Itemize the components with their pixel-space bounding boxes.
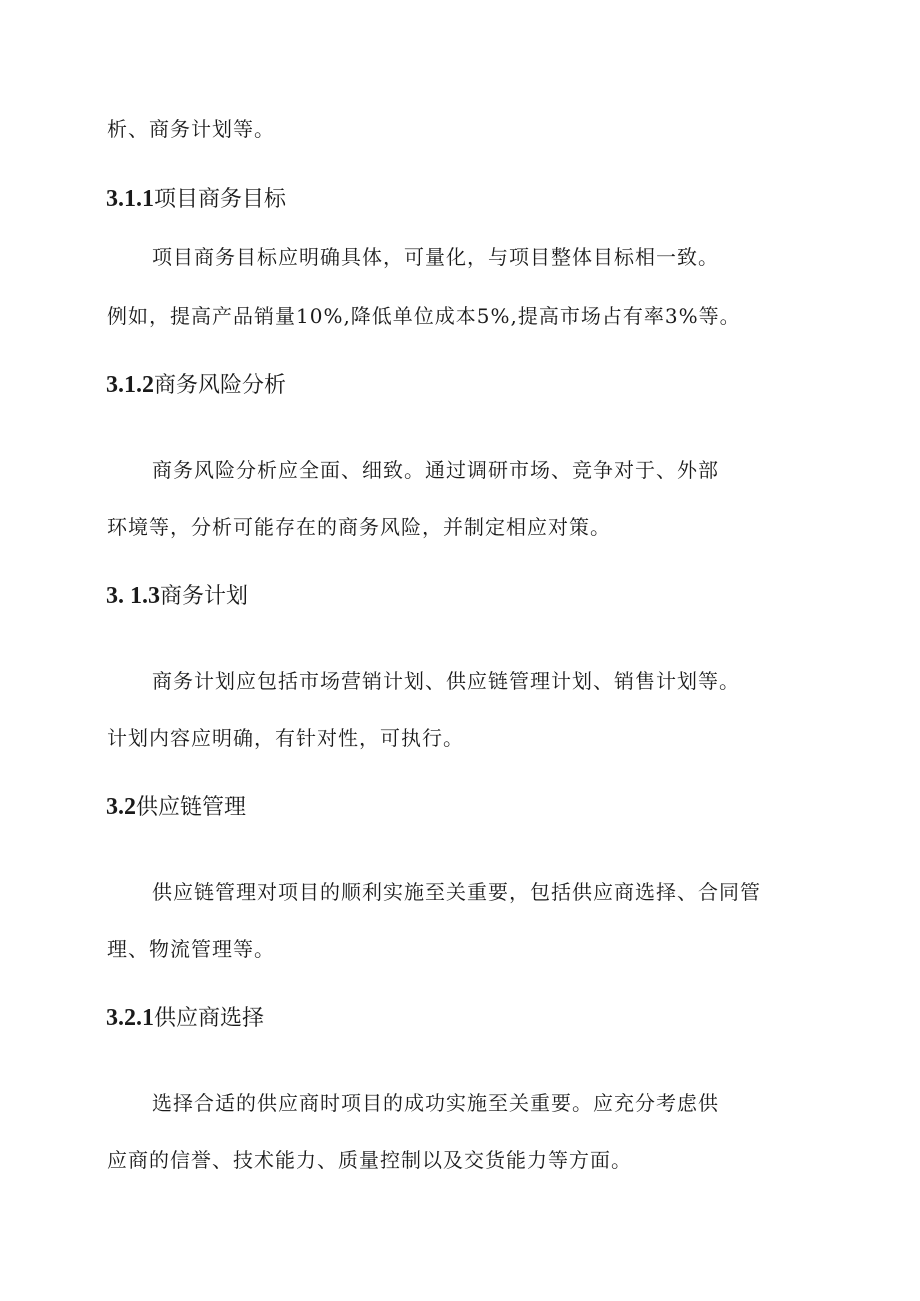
paragraph-line: 计划内容应明确，有针对性，可执行。 (107, 726, 464, 750)
paragraph-line: 选择合适的供应商时项目的成功实施至关重要。应充分考虑供 (152, 1091, 719, 1115)
section-number: 3.1.2 (106, 372, 154, 398)
section-number: 3.1.1 (106, 186, 154, 212)
paragraph-line: 应商的信誉、技术能力、质量控制以及交货能力等方面。 (107, 1148, 632, 1172)
section-heading-3-2-1 (106, 1003, 264, 1034)
section-heading-3-1-3 (106, 581, 248, 612)
section-number: 3. 1.3 (106, 583, 160, 609)
paragraph-line: 商务计划应包括市场营销计划、供应链管理计划、销售计划等。 (152, 669, 740, 693)
paragraph-line: 理、物流管理等。 (107, 937, 275, 961)
section-title: 项目商务目标 (154, 187, 287, 212)
section-heading-3-1-2 (106, 370, 286, 401)
paragraph-line: 例如，提高产品销量10%,降低单位成本5%,提高市场占有率3%等。 (107, 304, 741, 328)
section-title: 商务风险分析 (154, 373, 287, 398)
section-number: 3.2.1 (106, 1005, 154, 1031)
section-heading-3-2 (106, 792, 246, 823)
paragraph-line: 供应链管理对项目的顺利实施至关重要，包括供应商选择、合同管 (152, 880, 761, 904)
paragraph-continuation: 析、商务计划等。 (107, 117, 275, 141)
section-title: 供应链管理 (136, 795, 247, 820)
section-number: 3.2 (106, 794, 136, 820)
section-title: 商务计划 (160, 584, 249, 609)
section-title: 供应商选择 (154, 1006, 265, 1031)
paragraph-line: 环境等，分析可能存在的商务风险，并制定相应对策。 (107, 515, 611, 539)
paragraph-line: 商务风险分析应全面、细致。通过调研市场、竞争对于、外部 (152, 458, 719, 482)
section-heading-3-1-1 (106, 184, 286, 215)
paragraph-line: 项目商务目标应明确具体，可量化，与项目整体目标相一致。 (152, 245, 719, 269)
